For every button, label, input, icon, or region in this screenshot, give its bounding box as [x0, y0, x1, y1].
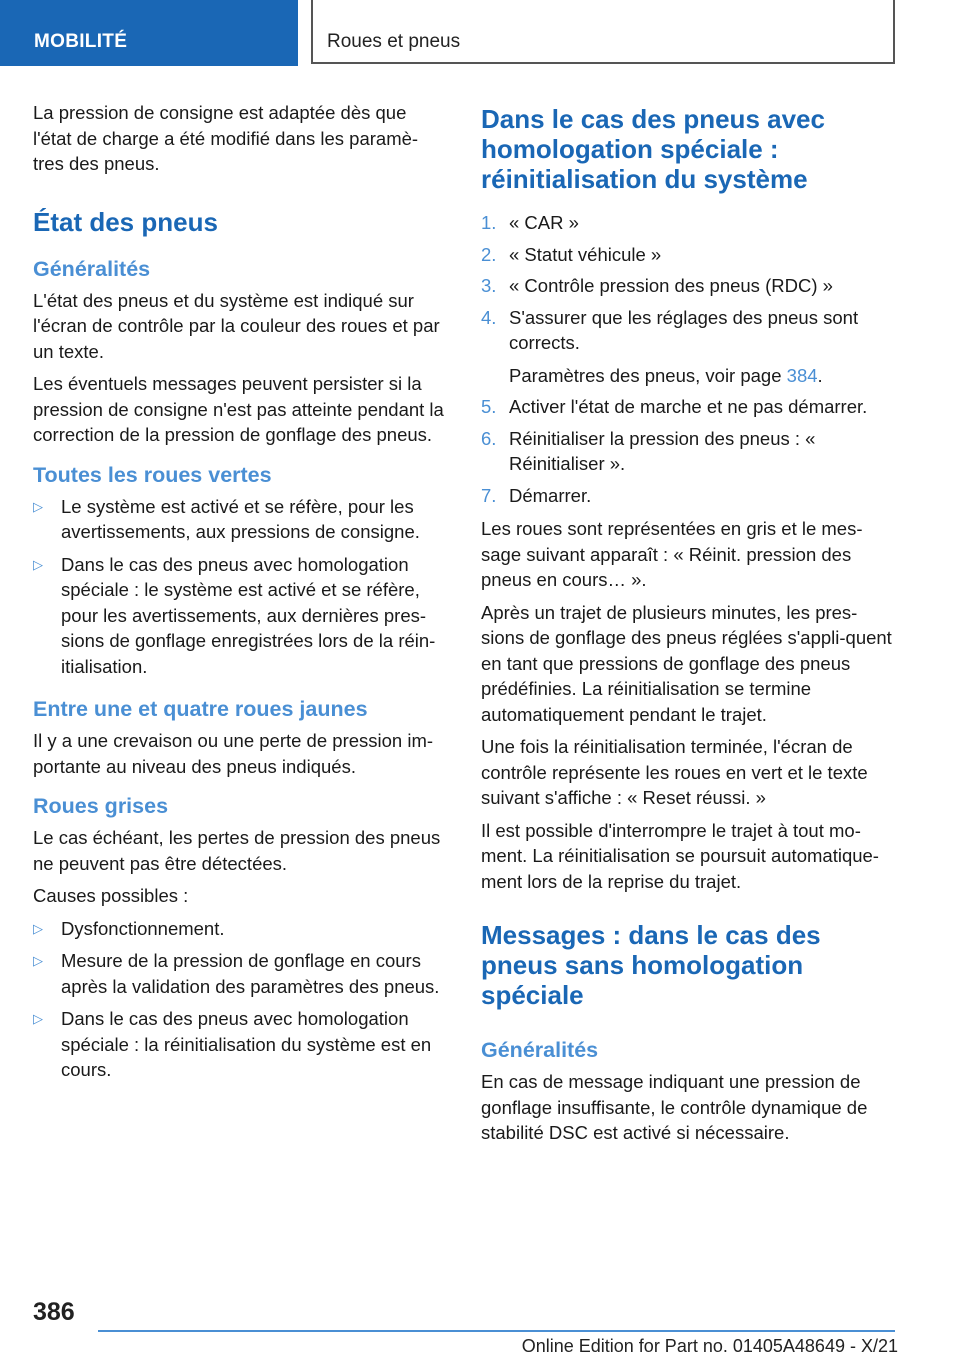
- heading-roues-grises: Roues grises: [33, 794, 169, 818]
- left-column: [33, 100, 445, 1099]
- step-item: [481, 210, 893, 236]
- page-header: [0, 0, 960, 66]
- list-item-text: Dans le cas des pneus avec homologation spéciale : le système est activé et se réfère, pour les avertissements, aux dernières pres-sions de gonflage enregistrées lors de la réin-itialisation.: [61, 553, 436, 677]
- step-subtext: [509, 363, 893, 389]
- list-item-text: Le système est activé et se réfère, pour les avertissements, aux pressions de consigne.: [61, 495, 420, 542]
- paragraph: Il y a une crevaison ou une perte de pression im-portante au niveau des pneus indiqués.: [33, 730, 434, 777]
- heading-etat-des-pneus: État des pneus: [33, 206, 218, 237]
- bullet-list: [33, 916, 445, 1083]
- triangle-bullet-icon: ▷: [33, 953, 43, 968]
- paragraph: Causes possibles :: [33, 885, 189, 906]
- bullet-list: [33, 494, 445, 680]
- step-number: 5.: [481, 396, 497, 417]
- step-item: [481, 273, 893, 299]
- page-link[interactable]: 384: [786, 364, 818, 386]
- right-column: [481, 100, 893, 1153]
- paragraph: Une fois la réinitialisation terminée, l'écran de contrôle représente les roues en vert et le texte suivant s'affiche : « Reset réussi. »: [481, 736, 868, 808]
- list-item: [33, 1006, 445, 1083]
- list-item-text: Mesure de la pression de gonflage en cours après la validation des paramètres des pneus.: [61, 950, 440, 997]
- footer-divider: [98, 1330, 895, 1332]
- step-number: 4.: [481, 306, 497, 328]
- paragraph: Les roues sont représentées en gris et le mes-sage suivant apparaît : « Réinit. pression des pneus en cours… ».: [481, 518, 863, 590]
- triangle-bullet-icon: ▷: [33, 556, 43, 572]
- step-text: « CAR »: [509, 212, 579, 233]
- paragraph: Après un trajet de plusieurs minutes, les pres-sions de gonflage des pneus réglées s'appli-quent en tant que pressions de gonflage des pneus prédéfinies. La réinitialisation se termine automatiquement pendant le trajet.: [481, 601, 892, 725]
- step-number: 2.: [481, 243, 497, 265]
- heading-generalites: Généralités: [481, 1038, 599, 1062]
- step-number: 1.: [481, 212, 497, 233]
- list-item: [33, 916, 445, 942]
- numbered-steps: [481, 210, 893, 508]
- step-item: [481, 426, 893, 477]
- step-item: [481, 242, 893, 268]
- intro-paragraph: La pression de consigne est adaptée dès que l'état de charge a été modifié dans les paramè-tres des pneus.: [33, 102, 419, 174]
- list-item: [33, 948, 445, 999]
- section-tab: MOBILITÉ: [0, 0, 298, 66]
- heading-generalites: Généralités: [33, 256, 151, 281]
- step-text: Démarrer.: [509, 484, 592, 506]
- triangle-bullet-icon: ▷: [33, 920, 43, 936]
- footer-edition: Online Edition for Part no. 01405A48649 - X/21: [521, 1336, 898, 1356]
- step-number: 7.: [481, 484, 497, 506]
- triangle-bullet-icon: ▷: [33, 498, 43, 514]
- paragraph: Le cas échéant, les pertes de pression des pneus ne peuvent pas être détectées.: [33, 827, 441, 874]
- step-subtext-text: Paramètres des pneus, voir page: [509, 364, 787, 386]
- step-item: [481, 483, 893, 509]
- step-item: [481, 305, 893, 389]
- paragraph: L'état des pneus et du système est indiqué sur l'écran de contrôle par la couleur des roues et par un texte.: [33, 289, 440, 362]
- heading-roues-vertes: Toutes les roues vertes: [33, 462, 272, 487]
- step-text: « Statut véhicule »: [509, 243, 662, 265]
- step-text: « Contrôle pression des pneus (RDC) »: [509, 275, 833, 296]
- step-item: [481, 394, 893, 420]
- list-item: [33, 494, 445, 545]
- paragraph: En cas de message indiquant une pression de gonflage insuffisante, le contrôle dynamique de stabilité DSC est activé si nécessaire.: [481, 1071, 868, 1143]
- step-text: Réinitialiser la pression des pneus : « Réinitialiser ».: [509, 427, 816, 474]
- heading-messages: Messages : dans le cas des pneus sans homologation spéciale: [481, 920, 821, 1010]
- step-text: Activer l'état de marche et ne pas démarrer.: [509, 396, 868, 417]
- step-number: 3.: [481, 275, 497, 296]
- triangle-bullet-icon: ▷: [33, 1011, 43, 1026]
- paragraph: Les éventuels messages peuvent persister si la pression de consigne n'est pas atteinte pendant la correction de la pression de gonflage des pneus.: [33, 373, 444, 445]
- list-item-text: Dans le cas des pneus avec homologation spéciale : la réinitialisation du système est en cours.: [61, 1008, 432, 1080]
- heading-reinitialisation: Dans le cas des pneus avec homologation spéciale : réinitialisation du système: [481, 104, 825, 194]
- step-text: S'assurer que les réglages des pneus sont corrects.: [509, 306, 859, 353]
- heading-roues-jaunes: Entre une et quatre roues jaunes: [33, 697, 368, 721]
- step-number: 6.: [481, 427, 497, 449]
- page-number: 386: [33, 1298, 75, 1326]
- list-item-text: Dysfonctionnement.: [61, 917, 225, 939]
- chapter-title: Roues et pneus: [311, 0, 895, 64]
- step-subtext-end: .: [817, 364, 823, 386]
- list-item: [33, 552, 445, 680]
- paragraph: Il est possible d'interrompre le trajet à tout mo-ment. La réinitialisation se poursuit automatique-ment lors de la reprise du trajet.: [481, 819, 879, 892]
